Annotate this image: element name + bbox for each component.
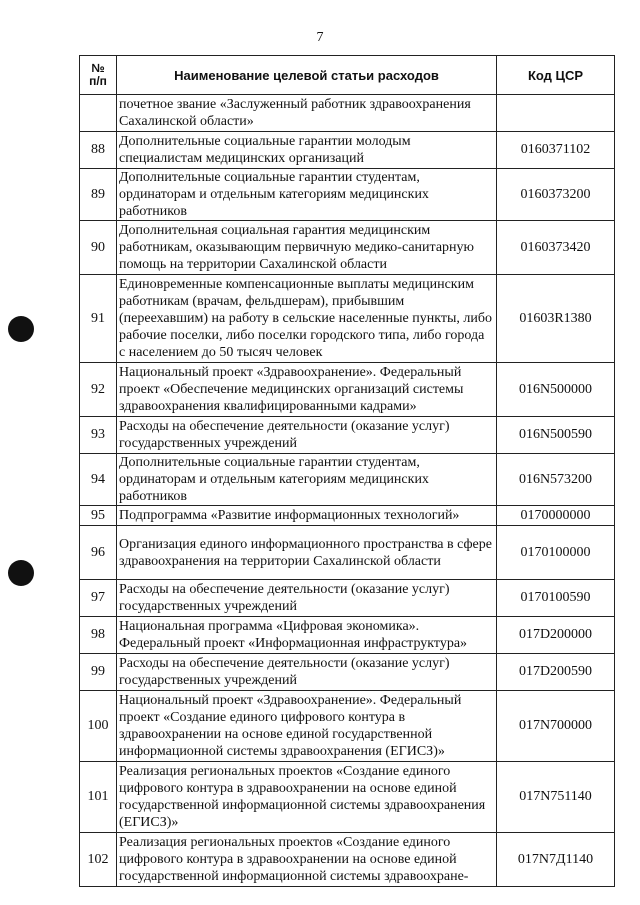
row-code: 017N751140 <box>497 762 615 833</box>
row-code: 017D200590 <box>497 654 615 691</box>
row-number: 101 <box>80 762 117 833</box>
table-row <box>80 691 615 762</box>
table-row <box>80 417 615 454</box>
header-number-line2: п/п <box>89 74 107 88</box>
row-code: 0170100000 <box>497 526 615 580</box>
header-number-line1: № <box>91 61 105 75</box>
table-row <box>80 654 615 691</box>
row-code <box>497 95 615 132</box>
table-row <box>80 526 615 580</box>
row-number: 89 <box>80 169 117 221</box>
budget-items-table <box>79 55 615 887</box>
table-header-row <box>80 56 615 95</box>
row-code: 017D200000 <box>497 617 615 654</box>
row-number <box>80 95 117 132</box>
row-name: Расходы на обеспечение деятельности (оказание услуг) государственных учреждений <box>117 654 497 691</box>
row-number: 98 <box>80 617 117 654</box>
row-code: 017N7Д1140 <box>497 833 615 887</box>
row-code: 016N573200 <box>497 454 615 506</box>
table-row <box>80 132 615 169</box>
table-row <box>80 506 615 526</box>
row-code: 01603R1380 <box>497 275 615 363</box>
row-name: Реализация региональных проектов «Создание единого цифрового контура в здравоохранении на основе единой государственной информационной системы здравоохране- <box>117 833 497 887</box>
row-code: 017N700000 <box>497 691 615 762</box>
row-name: Организация единого информационного пространства в сфере здравоохранения на территории Сахалинской области <box>117 526 497 580</box>
row-code: 016N500590 <box>497 417 615 454</box>
table-row <box>80 762 615 833</box>
row-number: 94 <box>80 454 117 506</box>
table-row <box>80 363 615 417</box>
row-number: 96 <box>80 526 117 580</box>
row-number: 91 <box>80 275 117 363</box>
header-number <box>80 56 117 95</box>
row-number: 100 <box>80 691 117 762</box>
row-name: Расходы на обеспечение деятельности (оказание услуг) государственных учреждений <box>117 580 497 617</box>
page-number: 7 <box>316 30 324 45</box>
header-code: Код ЦСР <box>497 56 615 95</box>
row-name: Дополнительная социальная гарантия медицинским работникам, оказывающим первичную медико-санитарную помощь на территории Сахалинской области <box>117 221 497 275</box>
row-name: Национальный проект «Здравоохранение». Федеральный проект «Создание единого цифрового контура в здравоохранении на основе единой государственной информационной системы здравоохранения (ЕГИСЗ)» <box>117 691 497 762</box>
table-row <box>80 275 615 363</box>
table-row <box>80 833 615 887</box>
row-name: Дополнительные социальные гарантии студентам, ординаторам и отдельным категориям медицинских работников <box>117 169 497 221</box>
row-name: Дополнительные социальные гарантии молодым специалистам медицинских организаций <box>117 132 497 169</box>
row-name: Расходы на обеспечение деятельности (оказание услуг) государственных учреждений <box>117 417 497 454</box>
table-row <box>80 454 615 506</box>
row-name: Национальная программа «Цифровая экономика». Федеральный проект «Информационная инфраструктура» <box>117 617 497 654</box>
row-number: 97 <box>80 580 117 617</box>
row-name: Дополнительные социальные гарантии студентам, ординаторам и отдельным категориям медицинских работников <box>117 454 497 506</box>
row-number: 95 <box>80 506 117 526</box>
table-row <box>80 617 615 654</box>
table-row <box>80 580 615 617</box>
row-number: 93 <box>80 417 117 454</box>
row-code: 0160371102 <box>497 132 615 169</box>
row-name: Национальный проект «Здравоохранение». Федеральный проект «Обеспечение медицинских организаций системы здравоохранения квалифицированными кадрами» <box>117 363 497 417</box>
row-name: Реализация региональных проектов «Создание единого цифрового контура в здравоохранении на основе единой государственной информационной системы здравоохранения (ЕГИСЗ)» <box>117 762 497 833</box>
row-number: 99 <box>80 654 117 691</box>
row-code: 0160373420 <box>497 221 615 275</box>
row-number: 92 <box>80 363 117 417</box>
header-name: Наименование целевой статьи расходов <box>117 56 497 95</box>
row-name: Подпрограмма «Развитие информационных технологий» <box>117 506 497 526</box>
table-row <box>80 169 615 221</box>
punch-hole <box>8 316 34 342</box>
row-number: 88 <box>80 132 117 169</box>
punch-hole <box>8 560 34 586</box>
table-row <box>80 221 615 275</box>
row-code: 016N500000 <box>497 363 615 417</box>
table-row <box>80 95 615 132</box>
row-name: Единовременные компенсационные выплаты медицинским работникам (врачам, фельдшерам), прибывшим (переехавшим) на работу в сельские населенные пункты, либо рабочие поселки, либо поселки городского типа, либо города с населением до 50 тысяч человек <box>117 275 497 363</box>
row-code: 0170100590 <box>497 580 615 617</box>
row-number: 102 <box>80 833 117 887</box>
row-code: 0160373200 <box>497 169 615 221</box>
row-code: 0170000000 <box>497 506 615 526</box>
row-name: почетное звание «Заслуженный работник здравоохранения Сахалинской области» <box>117 95 497 132</box>
row-number: 90 <box>80 221 117 275</box>
